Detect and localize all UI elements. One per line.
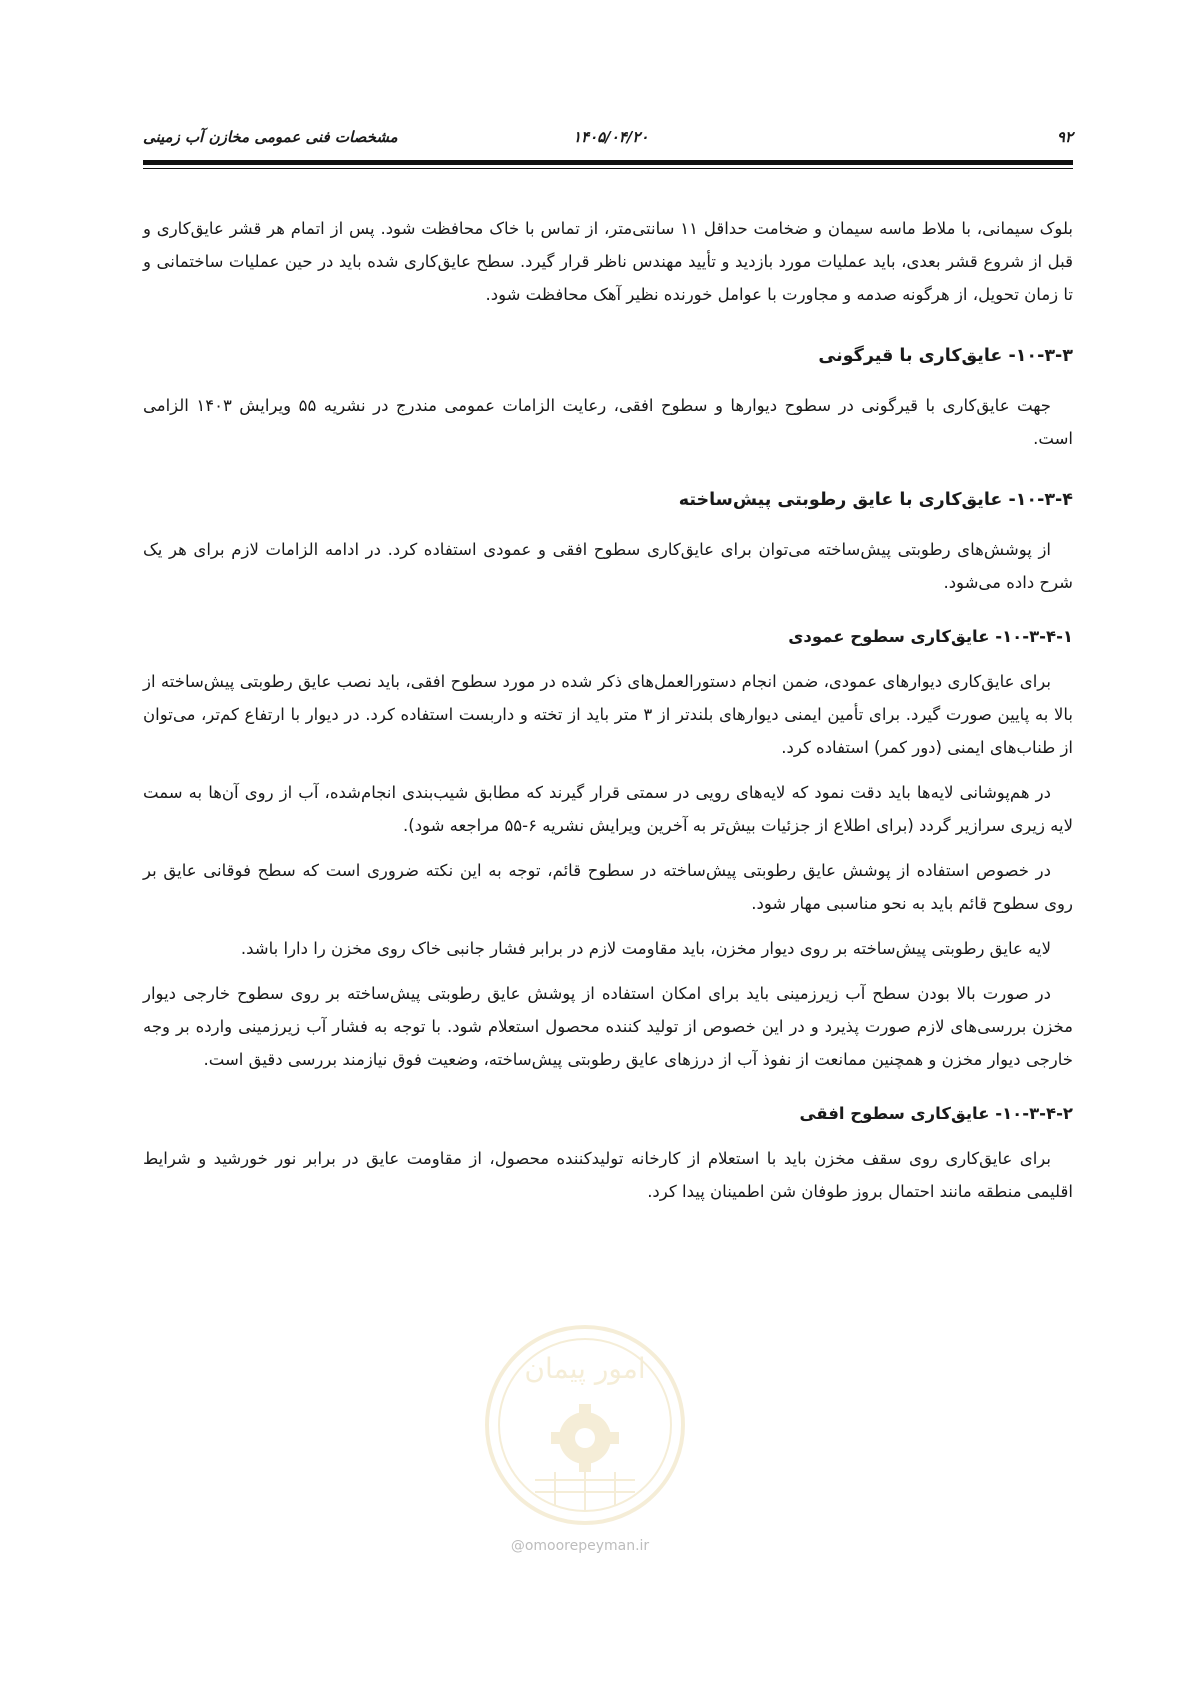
svg-text:امور پیمان: امور پیمان <box>524 1352 646 1385</box>
watermark-logo <box>480 1320 690 1530</box>
document-body <box>143 212 1073 1220</box>
paragraph: در خصوص استفاده از پوشش عایق رطوبتی پیش‌ساخته در سطوح قائم، توجه به این نکته ضروری است که سطح فوقانی عایق بر روی سطوح قائم باید به نحو مناسبی مهار شود. <box>143 861 1073 913</box>
page-number: ۹۲ <box>1056 128 1073 146</box>
paragraph: در صورت بالا بودن سطح آب زیرزمینی باید برای امکان استفاده از پوشش عایق رطوبتی پیش‌ساخته بر روی سطوح خارجی دیوار مخزن بررسی‌های لازم صورت پذیرد و در این خصوص از تولید کننده محصول استعلام شود. با توجه به فشار آب زیرزمینی وارده بر وجه خارجی دیوار مخزن و همچنین ممانعت از نفوذ آب از درزهای عایق رطوبتی پیش‌ساخته، وضعیت فوق نیازمند بررسی دقیق است. <box>143 984 1073 1069</box>
paragraph: لایه عایق رطوبتی پیش‌ساخته بر روی دیوار مخزن، باید مقاومت لازم در برابر فشار جانبی خاک روی مخزن را دارا باشد. <box>240 939 1051 958</box>
header-rule-thick <box>143 160 1073 165</box>
paragraph: بلوک سیمانی، با ملاط ماسه سیمان و ضخامت حداقل ۱۱ سانتی‌متر، از تماس با خاک محافظت شود. پس از اتمام هر قشر عایق‌کاری و قبل از شروع قشر بعدی، باید عملیات مورد بازدید و تأیید مهندس ناظر قرار گیرد. سطح عایق‌کاری شده باید در حین عملیات ساختمانی و تا زمان تحویل، از هرگونه صدمه و مجاورت با عوامل خورنده نظیر آهک محافظت شود. <box>143 219 1074 304</box>
header-date: ۱۴۰۵/۰۴/۲۰ <box>573 128 649 146</box>
header-title: مشخصات فنی عمومی مخازن آب زمینی <box>143 128 398 146</box>
header-rule-thin <box>143 168 1073 169</box>
gear-icon <box>551 1404 619 1472</box>
page-header <box>143 128 1073 150</box>
watermark-url: @omoorepeyman.ir <box>510 1538 650 1554</box>
subsection-heading: ۱۰-۳-۴-۱- عایق‌کاری سطوح عمودی <box>788 627 1073 646</box>
paragraph: از پوشش‌های رطوبتی پیش‌ساخته می‌توان برای عایق‌کاری سطوح افقی و عمودی استفاده کرد. در ادامه الزامات لازم برای هر یک شرح داده می‌شود. <box>143 540 1073 592</box>
paragraph: برای عایق‌کاری دیوارهای عمودی، ضمن انجام دستورالعمل‌های ذکر شده در مورد سطوح افقی، باید نصب عایق رطوبتی پیش‌ساخته از بالا به پایین صورت گیرد. برای تأمین ایمنی دیوارهای بلندتر از ۳ متر باید از تخته و داربست استفاده کرد. در دیوار با ارتفاع کم‌تر، می‌توان از طناب‌های ایمنی (دور کمر) استفاده کرد. <box>143 672 1073 757</box>
paragraph: در هم‌پوشانی لایه‌ها باید دقت نمود که لایه‌های رویی در سمتی قرار گیرند که مطابق شیب‌بندی انجام‌شده، آب از روی آن‌ها به سمت لایه زیری سرازیر گردد (برای اطلاع از جزئیات بیش‌تر به آخرین ویرایش نشریه ۶-۵۵ مراجعه شود). <box>143 783 1073 835</box>
subsection-heading: ۱۰-۳-۴-۲- عایق‌کاری سطوح افقی <box>799 1104 1073 1123</box>
paragraph: برای عایق‌کاری روی سقف مخزن باید با استعلام از کارخانه تولیدکننده محصول، از مقاومت عایق در برابر نور خورشید و شرایط اقلیمی منطقه مانند احتمال بروز طوفان شن اطمینان پیدا کرد. <box>143 1149 1073 1201</box>
section-heading: ۱۰-۳-۴- عایق‌کاری با عایق رطوبتی پیش‌ساخته <box>678 490 1073 510</box>
section-heading: ۱۰-۳-۳- عایق‌کاری با قیرگونی <box>818 346 1073 366</box>
paragraph: جهت عایق‌کاری با قیرگونی در سطوح دیوارها و سطوح افقی، رعایت الزامات عمومی مندرج در نشریه ۵۵ ویرایش ۱۴۰۳ الزامی است. <box>143 396 1073 448</box>
